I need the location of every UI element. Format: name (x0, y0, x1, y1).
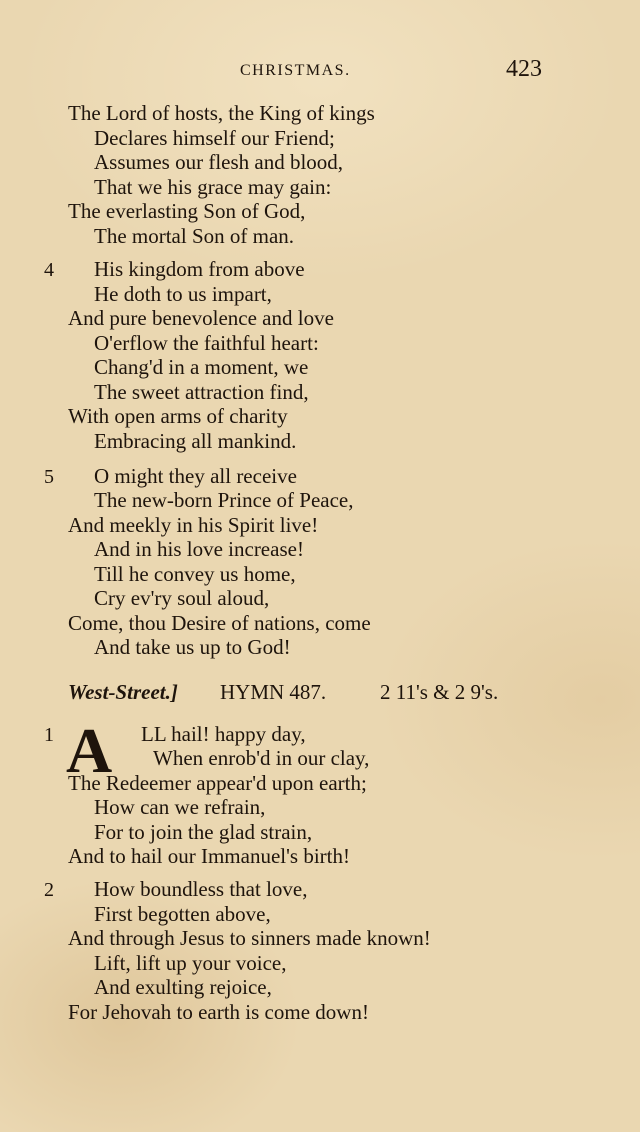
verse-line: And pure benevolence and love (68, 306, 334, 330)
verse-line: The Redeemer appear'd upon earth; (68, 771, 367, 795)
hymn-title: HYMN 487. (220, 680, 327, 704)
verse-line: And through Jesus to sinners made known! (68, 926, 431, 950)
verse-line: O'erflow the faithful heart: (94, 331, 319, 355)
verse-line: Cry ev'ry soul aloud, (94, 586, 270, 610)
verse-line: How boundless that love, (94, 877, 308, 901)
verse-number: 4 (44, 259, 54, 281)
verse-line: Lift, lift up your voice, (94, 951, 287, 975)
verse-line: And exulting rejoice, (94, 975, 272, 999)
verse-number: 2 (44, 879, 54, 901)
verse-line: When enrob'd in our clay, (153, 746, 370, 770)
verse-line: Assumes our flesh and blood, (94, 150, 344, 174)
verse-line: For to join the glad strain, (94, 820, 313, 844)
verse-line: And to hail our Immanuel's birth! (68, 844, 350, 868)
verse-line: The Lord of hosts, the King of kings (68, 101, 375, 125)
verse-line: LL hail! happy day, (141, 722, 306, 746)
verse-line: O might they all receive (94, 464, 297, 488)
verse-line: The everlasting Son of God, (68, 199, 306, 223)
drop-cap: A (66, 715, 113, 786)
verse-line: And take us up to God! (94, 635, 291, 659)
verse-line: He doth to us impart, (94, 282, 272, 306)
verse-line: For Jehovah to earth is come down! (68, 1000, 369, 1024)
verse-line: And meekly in his Spirit live! (68, 513, 319, 537)
verse-line: The mortal Son of man. (94, 224, 295, 248)
verse-line: First begotten above, (94, 902, 271, 926)
page-number: 423 (506, 56, 542, 82)
verse-line: Chang'd in a moment, we (94, 355, 309, 379)
verse-line: And in his love increase! (94, 537, 304, 561)
verse-number: 5 (44, 466, 54, 488)
verse-line: His kingdom from above (94, 257, 305, 281)
verse-line: How can we refrain, (94, 795, 266, 819)
verse-line: Declares himself our Friend; (94, 126, 335, 150)
verse-line: Come, thou Desire of nations, come (68, 611, 371, 635)
verse-line: Embracing all mankind. (94, 429, 297, 453)
running-header: CHRISTMAS. (240, 62, 351, 79)
verse-line: The sweet attraction find, (94, 380, 309, 404)
verse-line: Till he convey us home, (94, 562, 296, 586)
verse-line: That we his grace may gain: (94, 175, 332, 199)
verse-number: 1 (44, 724, 54, 746)
verse-line: The new-born Prince of Peace, (94, 488, 354, 512)
verse-line: With open arms of charity (68, 404, 288, 428)
hymn-meter: 2 11's & 2 9's. (380, 680, 499, 704)
tune-name: West-Street.] (68, 680, 178, 704)
